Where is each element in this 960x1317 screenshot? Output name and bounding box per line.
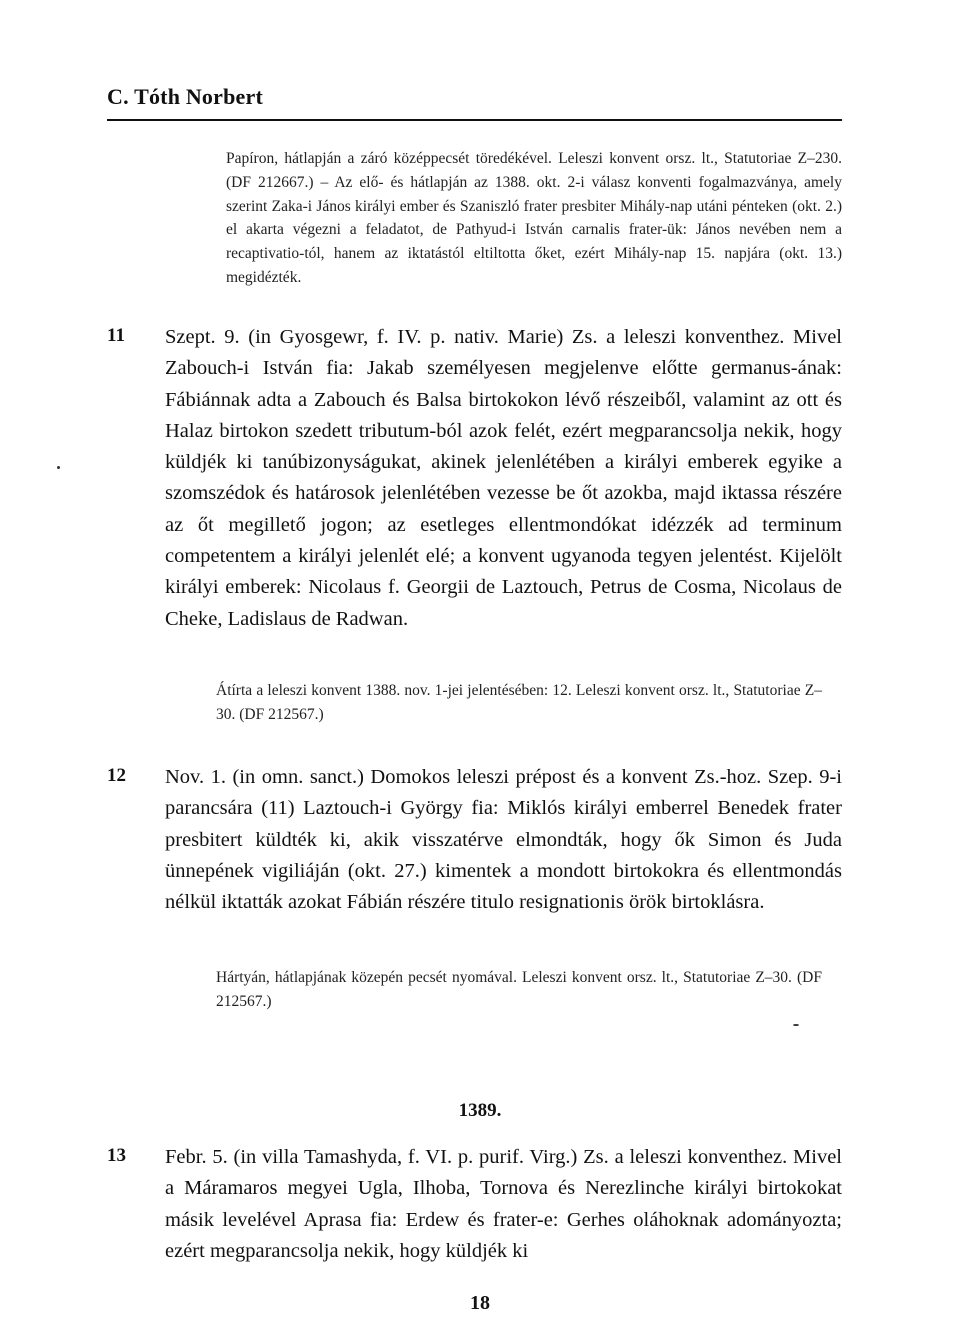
previous-entry-note: Papíron, hátlapján a záró középpecsét töredékével. Leleszi konvent orsz. lt., Statutoriae Z–230. (DF 212667.) – Az elő- és hátlapján az 1388. okt. 2-i válasz konventi fogalmazványa, amely szerint Zaka-i János királyi ember és Szaniszló frater presbiter Mihály-nap utáni pénteken (okt. 2.) el akarta végezni a feladatot, de Pathyud-i István carnalis frater-ük: János nevében nem a recaptivatio-tól, hanem az iktatástól eltiltotta őket, ezért Mihály-nap 15. napjára (okt. 13.) megidézték. bbox=[226, 150, 842, 286]
entry-number-13: 13 bbox=[107, 1145, 126, 1166]
year-heading: 1389. bbox=[458, 1100, 502, 1121]
entry-number-11: 11 bbox=[107, 325, 125, 346]
entry-note-11: Átírta a leleszi konvent 1388. nov. 1-jei jelentésében: 12. Leleszi konvent orsz. lt., Statutoriae Z–30. (DF 212567.) bbox=[216, 682, 822, 723]
entry-note-12: Hártyán, hátlapjának közepén pecsét nyomával. Leleszi konvent orsz. lt., Statutoriae Z–30. (DF 212567.) bbox=[216, 969, 822, 1010]
entry-text-12: Nov. 1. (in omn. sanct.) Domokos leleszi prépost és a konvent Zs.-hoz. Szep. 9-i parancsára (11) Laztouch-i György fia: Miklós királyi emberrel Benedek frater presbitert küldték ki, akik visszatérve elmondták, hogy ők Simon és Juda ünnepének vigiliáján (okt. 27.) kimentek a mondott birtokokra és ellentmondás nélkül iktatták azokat Fábián részére titulo resignationis örök birtoklásra. bbox=[165, 766, 842, 914]
scan-speck bbox=[793, 1024, 799, 1026]
entry-number-12: 12 bbox=[107, 765, 126, 786]
page-number: 18 bbox=[470, 1292, 490, 1314]
scan-speck bbox=[57, 466, 60, 469]
entry-text-13: Febr. 5. (in villa Tamashyda, f. VI. p. purif. Virg.) Zs. a leleszi konventhez. Mivel a Máramaros megyei Ugla, Ilhoba, Tornova és Nerezlinche királyi birtokokat másik levelével Aprasa fia: Erdew és frater-e: Gerhes oláhoknak adományozta; ezért megparancsolja nekik, hogy küldjék ki bbox=[165, 1146, 842, 1262]
running-header-author: C. Tóth Norbert bbox=[107, 84, 263, 109]
entry-text-11: Szept. 9. (in Gyosgewr, f. IV. p. nativ. Marie) Zs. a leleszi konventhez. Mivel Zabouch-i István fia: Jakab személyesen megjelenve előtte germanus-ának: Fábiánnak adta a Zabouch és Balsa birtokokon lévő részeiből, valamint az ott és Halaz birtokon szedett tributum-ból azok felét, ezért megparancsolja nekik, hogy küldjék ki tanúbizonyságukat, akinek jelenlétében a királyi emberek egyike a szomszédok és határosok jelenlétében vezesse be őt azokba, majd iktassa részére az őt megillető jogon; az esetleges ellentmondókat idézzék ad terminum competentem a királyi jelenlét elé; a konvent ugyanoda tegyen jelentést. Kijelölt királyi emberek: Nicolaus f. Georgii de Laztouch, Petrus de Cosma, Nicolaus de Cheke, Ladislaus de Radwan. bbox=[165, 326, 842, 630]
header-rule bbox=[107, 119, 842, 121]
